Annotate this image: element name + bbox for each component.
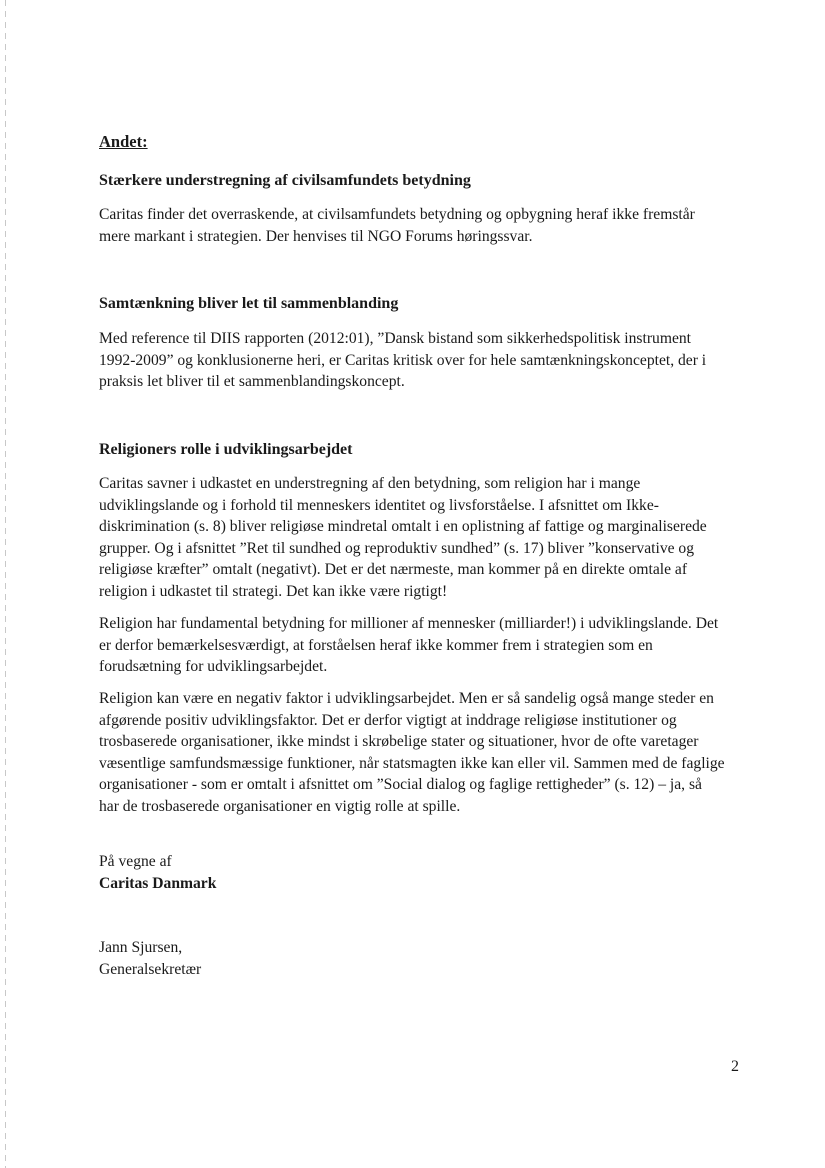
text-line: Med reference til DIIS rapporten (2012:01), ”Dansk bistand som sikkerhedspolitisk instrument	[99, 330, 691, 347]
text-line: udviklingslande og i forhold til menneskers identitet og livsforståelse. I afsnittet om Ikke-	[99, 496, 659, 514]
text-line: Religion kan være en negativ faktor i udviklingsarbejdet. Men er så sandelig også mange steder en	[99, 690, 714, 707]
text-line: religion i udkastet til strategi. Det kan ikke være rigtigt!	[99, 582, 448, 600]
heading-religion: Religioners rolle i udviklingsarbejdet	[99, 441, 353, 458]
text-line: 1992-2009” og konklusionerne heri, er Caritas kritisk over for hele samtænkningskonceptet, der i	[99, 351, 707, 369]
text-line: har de trosbaserede organisationer en vigtig rolle at spille.	[99, 797, 461, 815]
signer-title: Generalsekretær	[99, 961, 202, 978]
scan-edge-line	[5, 0, 6, 1168]
page-number: 2	[731, 1058, 739, 1075]
closing-organization: Caritas Danmark	[99, 875, 217, 892]
text-line: væsentlige samfundsmæssige funktioner, når statsmagten ikke kan eller vil. Sammen med de faglige	[99, 754, 725, 772]
text-line: Religion har fundamental betydning for millioner af mennesker (milliarder!) i udviklingslande. Det	[99, 615, 719, 632]
signer-name: Jann Sjursen,	[99, 939, 183, 956]
section-label: Andet:	[99, 132, 148, 151]
paragraph-religion-3	[99, 688, 747, 817]
text-line: Caritas finder det overraskende, at civilsamfundets betydning og opbygning heraf ikke fremstår	[99, 206, 695, 223]
text-line: Caritas savner i udkastet en understregning af den betydning, som religion har i mange	[99, 475, 641, 492]
closing-on-behalf: På vegne af	[99, 853, 172, 870]
text-line: organisationer - som er omtalt i afsnittet om ”Social dialog og faglige rettigheder” (s. 12) – ja, så	[99, 776, 702, 793]
text-line: mere markant i strategien. Der henvises til NGO Forums høringssvar.	[99, 227, 533, 245]
text-line: trosbaserede organisationer, ikke mindst i skrøbelige stater og situationer, hvor de ofte varetager	[99, 733, 699, 750]
text-line: afgørende positiv udviklingsfaktor. Det er derfor vigtigt at inddrage religiøse institutioner og	[99, 711, 677, 729]
paragraph-civil-society	[99, 204, 747, 247]
text-line: forudsætning for udviklingsarbejdet.	[99, 658, 328, 675]
heading-civil-society: Stærkere understregning af civilsamfundets betydning	[99, 172, 471, 189]
text-line: grupper. Og i afsnittet ”Ret til sundhed og reproduktiv sundhed” (s. 17) bliver ”konservative og	[99, 539, 695, 557]
heading-samtaenkning: Samtænkning bliver let til sammenblanding	[99, 295, 399, 312]
paragraph-religion-2	[99, 613, 747, 678]
text-line: er derfor bemærkelsesværdigt, at forståelsen heraf ikke kommer frem i strategien som en	[99, 636, 653, 654]
paragraph-samtaenkning	[99, 328, 747, 393]
paragraph-religion-1	[99, 473, 747, 602]
text-line: religiøse kræfter” omtalt (negativt). Det er det nærmeste, man kommer på en direkte omtale af	[99, 561, 688, 578]
text-line: praksis let bliver til et sammenblandingskoncept.	[99, 373, 405, 390]
text-line: diskrimination (s. 8) bliver religiøse mindretal omtalt i en oplistning af fattige og marginaliserede	[99, 518, 707, 535]
